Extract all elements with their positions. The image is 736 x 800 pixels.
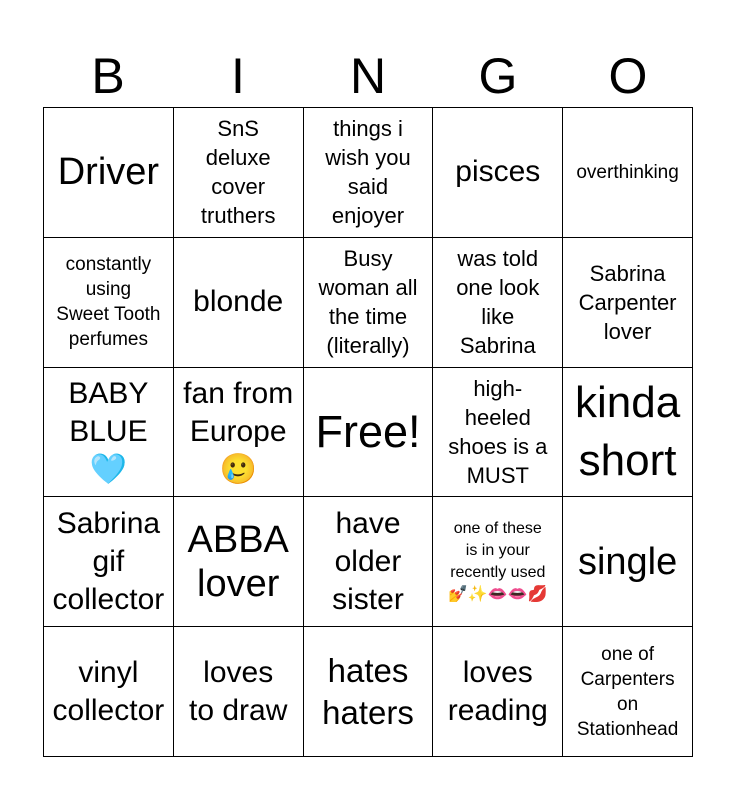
- bingo-cell[interactable]: [433, 368, 563, 498]
- cell-text: Sabrina gif collector: [52, 506, 165, 616]
- bingo-cell[interactable]: [304, 108, 434, 238]
- cell-text: blonde: [193, 285, 284, 319]
- free-space-text: Free!: [315, 405, 421, 457]
- bingo-cell[interactable]: [433, 627, 563, 757]
- bingo-cell[interactable]: [174, 497, 304, 627]
- cell-text: have older sister: [332, 506, 404, 616]
- bingo-cell[interactable]: [433, 238, 563, 368]
- bingo-cell[interactable]: [44, 238, 174, 368]
- bingo-cell[interactable]: [433, 108, 563, 238]
- bingo-cell[interactable]: [174, 627, 304, 757]
- cell-text: fan from Europe 🥲: [183, 376, 294, 486]
- bingo-cell[interactable]: [563, 238, 693, 368]
- cell-text: constantly using Sweet Tooth perfumes: [56, 254, 161, 351]
- bingo-header: [43, 44, 693, 108]
- cell-text: loves reading: [447, 655, 548, 727]
- header-letter-g: G: [478, 48, 518, 104]
- cell-text: was told one look like Sabrina: [456, 246, 540, 359]
- bingo-cell[interactable]: [174, 368, 304, 498]
- cell-text: overthinking: [576, 161, 679, 183]
- cell-text: one of these is in your recently used 💅✨👄👄💋: [447, 519, 548, 603]
- cell-text: high- heeled shoes is a MUST: [448, 375, 548, 488]
- cell-text: things i wish you said enjoyer: [325, 116, 411, 229]
- cell-text: pisces: [455, 155, 541, 189]
- header-letter-b: B: [91, 48, 125, 104]
- bingo-cell[interactable]: [44, 627, 174, 757]
- cell-text: ABBA lover: [187, 518, 289, 605]
- cell-text: Busy woman all the time (literally): [318, 246, 418, 359]
- bingo-cell[interactable]: [563, 108, 693, 238]
- bingo-cell[interactable]: [304, 497, 434, 627]
- bingo-cell[interactable]: [563, 627, 693, 757]
- bingo-cell[interactable]: [563, 368, 693, 498]
- cell-text: loves to draw: [189, 655, 288, 727]
- bingo-cell[interactable]: [44, 108, 174, 238]
- cell-text: Sabrina Carpenter lover: [578, 260, 677, 344]
- cell-text: Driver: [57, 151, 160, 194]
- cell-text: BABY BLUE 🩵: [68, 376, 149, 486]
- free-space-cell[interactable]: [304, 368, 434, 498]
- cell-text: kinda short: [575, 377, 681, 485]
- header-letter-n: N: [349, 48, 387, 104]
- bingo-cell[interactable]: [174, 108, 304, 238]
- bingo-cell[interactable]: [174, 238, 304, 368]
- bingo-cell[interactable]: [304, 238, 434, 368]
- header-letter-i: I: [231, 48, 245, 104]
- cell-text: hates haters: [322, 651, 414, 731]
- bingo-grid: [43, 107, 693, 757]
- bingo-cell[interactable]: [44, 368, 174, 498]
- bingo-cell[interactable]: [304, 627, 434, 757]
- cell-text: SnS deluxe cover truthers: [200, 116, 276, 229]
- bingo-cell[interactable]: [44, 497, 174, 627]
- bingo-cell[interactable]: [433, 497, 563, 627]
- cell-text: one of Carpenters on Stationhead: [576, 643, 679, 740]
- bingo-cell[interactable]: [563, 497, 693, 627]
- cell-text: single: [577, 540, 678, 583]
- cell-text: vinyl collector: [52, 655, 165, 727]
- header-letter-o: O: [608, 48, 648, 104]
